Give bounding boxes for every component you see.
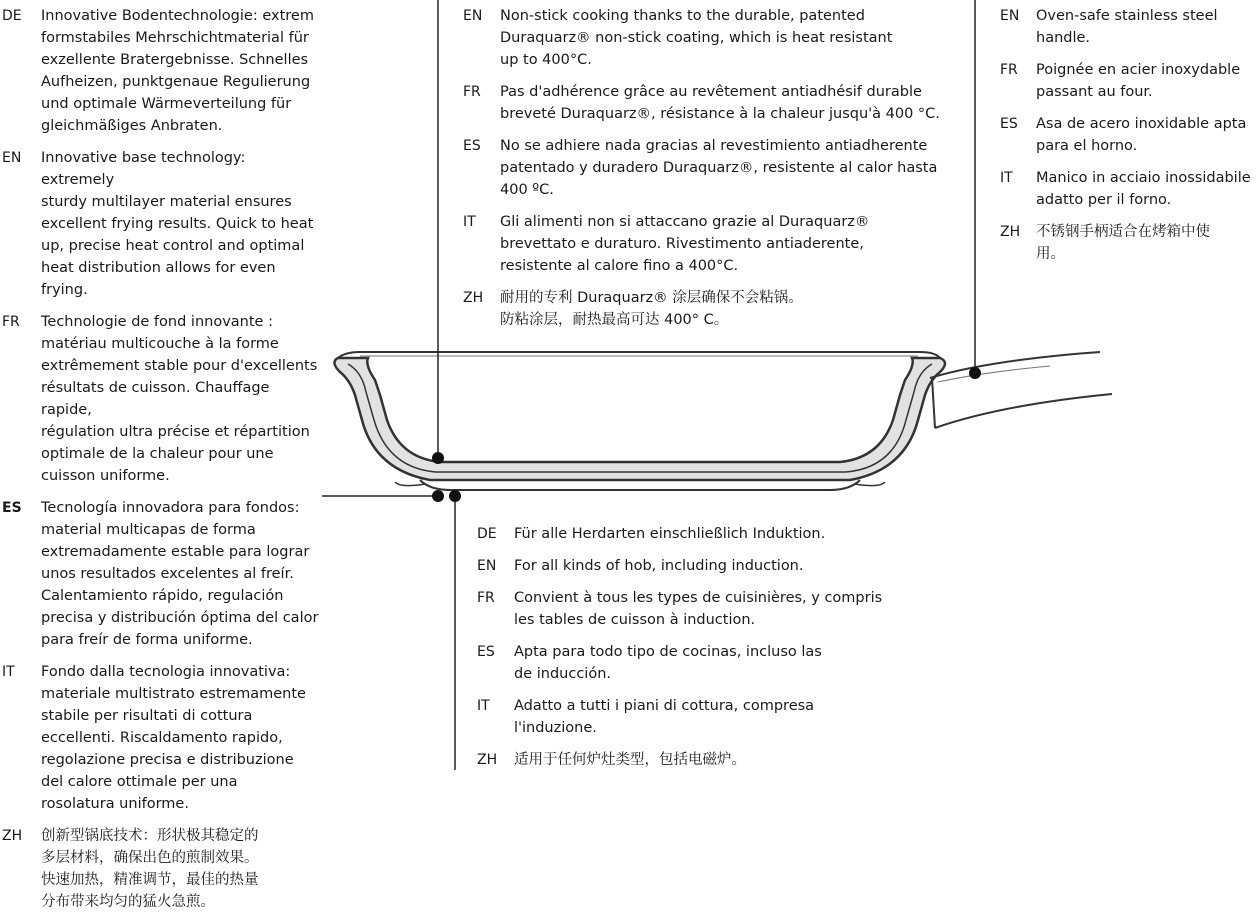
coating-entry-en	[463, 5, 943, 71]
handle-entry-zh	[1000, 221, 1256, 265]
base-entry-de	[2, 5, 322, 137]
lang-code: DE	[477, 526, 497, 542]
lang-code: FR	[1000, 62, 1018, 78]
pan-base-plate	[420, 480, 860, 490]
coating-text: No se adhiere nada gracias al revestimiento antiadherente patentado y duradero Duraquarz®, resistente al calor hasta 400 ºC.	[500, 138, 938, 198]
pan-handle	[930, 352, 1112, 428]
coating-entry-fr	[463, 81, 943, 125]
handle-text: Asa de acero inoxidable apta para el horno.	[1036, 116, 1247, 154]
handle-block	[1000, 5, 1256, 275]
base-entry-it	[2, 661, 322, 815]
handle-entry-it	[1000, 167, 1256, 211]
lang-code: ES	[1000, 116, 1018, 132]
hob-text: 适用于任何炉灶类型，包括电磁炉。	[514, 752, 746, 768]
handle-callout-dot	[969, 367, 981, 379]
base-text: Technologie de fond innovante : matériau multicouche à la forme extrêmement stable pour d'excellents résultats de cuisson. Chauffage rapide, régulation ultra précise et répartition optimale de la chaleur pour une cuisson uniforme.	[41, 314, 318, 484]
lang-code: IT	[1000, 170, 1013, 186]
handle-text: Poignée en acier inoxydable passant au four.	[1036, 62, 1241, 100]
lang-code: ES	[2, 500, 22, 516]
handle-entry-en	[1000, 5, 1256, 49]
lang-code: EN	[463, 8, 483, 24]
base-text: 创新型锅底技术：形状极其稳定的 多层材料，确保出色的煎制效果。 快速加热，精准调节，最佳的热量 分布带来均匀的猛火急煎。	[41, 828, 259, 910]
lang-code: ES	[477, 644, 495, 660]
coating-block	[463, 5, 943, 341]
coating-text: Pas d'adhérence grâce au revêtement antiadhésif durable breveté Duraquarz®, résistance à la chaleur jusqu'à 400 °C.	[500, 84, 940, 122]
hob-callout-dot	[449, 490, 461, 502]
lang-code: IT	[2, 664, 15, 680]
lang-code: FR	[463, 84, 481, 100]
hob-text: For all kinds of hob, including induction.	[514, 558, 804, 574]
lang-code: IT	[477, 698, 490, 714]
hob-text: Convient à tous les types de cuisinières, y compris les tables de cuisson à induction.	[514, 590, 883, 628]
handle-text: 不锈钢手柄适合在烤箱中使 用。	[1036, 224, 1210, 262]
pan-rim	[338, 352, 940, 358]
handle-text: Manico in acciaio inossidabile adatto per il forno.	[1036, 170, 1251, 208]
base-callout-dot	[432, 490, 444, 502]
lang-code: EN	[477, 558, 497, 574]
lang-code: ES	[463, 138, 481, 154]
coating-text: Non-stick cooking thanks to the durable, patented Duraquarz® non-stick coating, which is heat resistant up to 400°C.	[500, 8, 893, 68]
base-text: Innovative base technology: extremely sturdy multilayer material ensures excellent frying results. Quick to heat up, precise heat control and optimal heat distribution allows for even frying.	[41, 150, 314, 298]
base-entry-es	[2, 497, 322, 651]
coating-text: 耐用的专利 Duraquarz® 涂层确保不会粘锅。 防粘涂层，耐热最高可达 400° C。	[500, 290, 803, 328]
coating-entry-it	[463, 211, 943, 277]
pan-outer-shell	[334, 358, 945, 480]
lang-code: ZH	[2, 828, 23, 844]
base-entry-zh	[2, 825, 322, 913]
lang-code: FR	[477, 590, 495, 606]
base-technology-block	[2, 5, 322, 923]
hob-entry-fr	[477, 587, 917, 631]
coating-entry-es	[463, 135, 943, 201]
base-text: Fondo dalla tecnologia innovativa: materiale multistrato estremamente stabile per risultati di cottura eccellenti. Riscaldamento rapido, regolazione precisa e distribuzione del calore ottimale per una rosolatura uniforme.	[41, 664, 306, 812]
coating-callout-dot	[432, 452, 444, 464]
lang-code: ZH	[463, 290, 484, 306]
hob-entry-en	[477, 555, 917, 577]
base-text: Innovative Bodentechnologie: extrem formstabiles Mehrschichtmaterial für exzellente Bratergebnisse. Schnelles Aufheizen, punktgenaue Regulierung und optimale Wärmeverteilung für gleichmäßiges Anbraten.	[41, 8, 314, 134]
handle-text: Oven-safe stainless steel handle.	[1036, 8, 1218, 46]
lang-code: IT	[463, 214, 476, 230]
hob-entry-it	[477, 695, 917, 739]
base-text: Tecnología innovadora para fondos: material multicapas de forma extremadamente estable para lograr unos resultados excelentes al freír. Calentamiento rápido, regulación precisa y distribución óptima del calor para freír de forma uniforme.	[41, 500, 319, 648]
hob-block	[477, 523, 917, 781]
lang-code: ZH	[477, 752, 498, 768]
pan-base	[395, 482, 885, 486]
hob-entry-es	[477, 641, 917, 685]
base-entry-en	[2, 147, 322, 301]
coating-text: Gli alimenti non si attaccano grazie al Duraquarz® brevettato e duraturo. Rivestimento antiaderente, resistente al calore fino a 400°C.	[500, 214, 870, 274]
hob-text: Apta para todo tipo de cocinas, incluso las de inducción.	[514, 644, 822, 682]
coating-entry-zh	[463, 287, 943, 331]
hob-entry-zh	[477, 749, 917, 771]
lang-code: EN	[2, 150, 22, 166]
lang-code: FR	[2, 314, 20, 330]
hob-text: Für alle Herdarten einschließlich Induktion.	[514, 526, 826, 542]
handle-entry-es	[1000, 113, 1256, 157]
lang-code: EN	[1000, 8, 1020, 24]
handle-entry-fr	[1000, 59, 1256, 103]
lang-code: ZH	[1000, 224, 1021, 240]
hob-entry-de	[477, 523, 917, 545]
lang-code: DE	[2, 8, 22, 24]
base-entry-fr	[2, 311, 322, 487]
hob-text: Adatto a tutti i piani di cottura, compresa l'induzione.	[514, 698, 815, 736]
